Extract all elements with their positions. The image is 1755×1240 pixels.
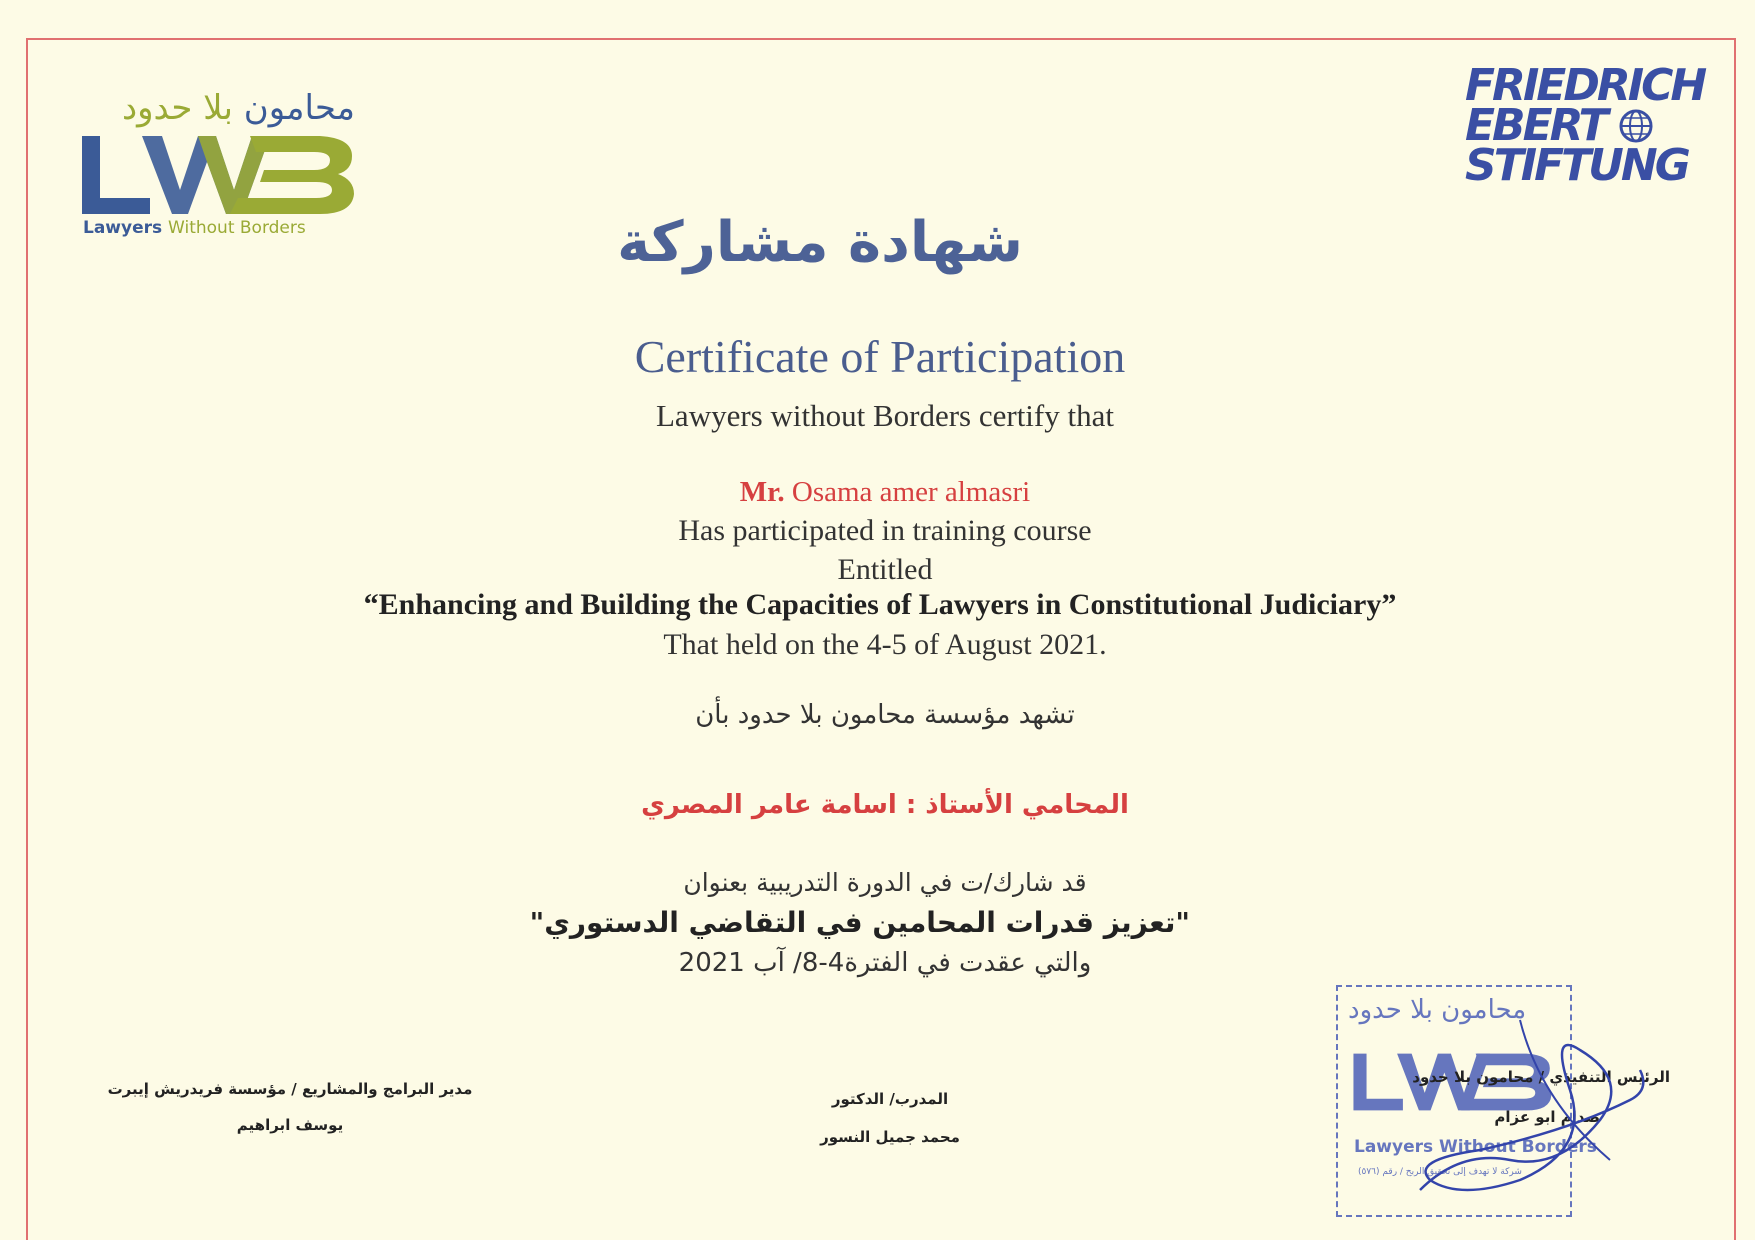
arabic-title: شهادة مشاركة xyxy=(617,210,1023,275)
lwb-logo-tagline-part1: Lawyers xyxy=(83,218,163,238)
stamp-tagline: Lawyers Without Borders xyxy=(1354,1137,1597,1157)
arabic-name-line: المحامي الأستاذ : اسامة عامر المصري xyxy=(641,790,1129,820)
stamp-arabic-name: محامون بلا حدود xyxy=(1348,995,1527,1025)
signature-middle-title: المدرب/ الدكتور xyxy=(831,1090,949,1108)
held-line: That held on the 4-5 of August 2021. xyxy=(663,628,1107,661)
english-title: Certificate of Participation xyxy=(634,331,1126,382)
lwb-mark-icon xyxy=(80,134,355,216)
arabic-participated-line: قد شارك/ت في الدورة التدريبية بعنوان xyxy=(683,868,1087,897)
lwb-logo-tagline xyxy=(83,218,306,238)
arabic-held-line: والتي عقدت في الفترة4-8/ آب 2021 xyxy=(678,948,1092,978)
fes-logo xyxy=(1465,60,1705,196)
arabic-course-title: "تعزيز قدرات المحامين في التقاضي الدستوري" xyxy=(529,906,1190,939)
fes-logo-line2: EBERT xyxy=(1465,100,1606,151)
certify-line: Lawyers without Borders certify that xyxy=(656,398,1114,433)
lwb-logo-arabic xyxy=(122,88,355,128)
stamp-small-text: شركة لا تهدف إلى تحقيق الربح / رقم (٥٧٦) xyxy=(1358,1167,1522,1177)
recipient-name-line xyxy=(580,476,1190,509)
globe-icon xyxy=(1618,108,1654,144)
signature-left-name: يوسف ابراهيم xyxy=(236,1116,344,1134)
signature-middle-name: محمد جميل النسور xyxy=(820,1128,960,1146)
signature-left-title: مدير البرامج والمشاريع / مؤسسة فريدريش إيبرت xyxy=(107,1080,473,1098)
fes-logo-line3: STIFTUNG xyxy=(1465,140,1688,191)
arabic-certify-line: تشهد مؤسسة محامون بلا حدود بأن xyxy=(695,700,1075,730)
lwb-logo-tagline-part2: Without Borders xyxy=(168,218,306,238)
signature-right-title: الرئيس التنفيذي / محامون بلا حدود xyxy=(1412,1068,1670,1086)
fes-logo-line1: FRIEDRICH xyxy=(1465,60,1705,111)
lwb-logo xyxy=(80,88,355,248)
lwb-logo-arabic-part2: بلا حدود xyxy=(121,88,233,128)
participated-line: Has participated in training course xyxy=(678,514,1092,547)
recipient-name-prefix: Mr. xyxy=(739,476,785,508)
entitled-line: Entitled xyxy=(837,553,933,586)
course-title: “Enhancing and Building the Capacities of Lawyers in Constitutional Judiciary” xyxy=(363,588,1397,621)
lwb-logo-arabic-part1: محامون xyxy=(243,88,355,128)
signature-right-name: صدام ابو عزام xyxy=(1494,1108,1600,1126)
recipient-name: Osama amer almasri xyxy=(791,476,1031,508)
handwritten-signature xyxy=(1400,1010,1660,1210)
